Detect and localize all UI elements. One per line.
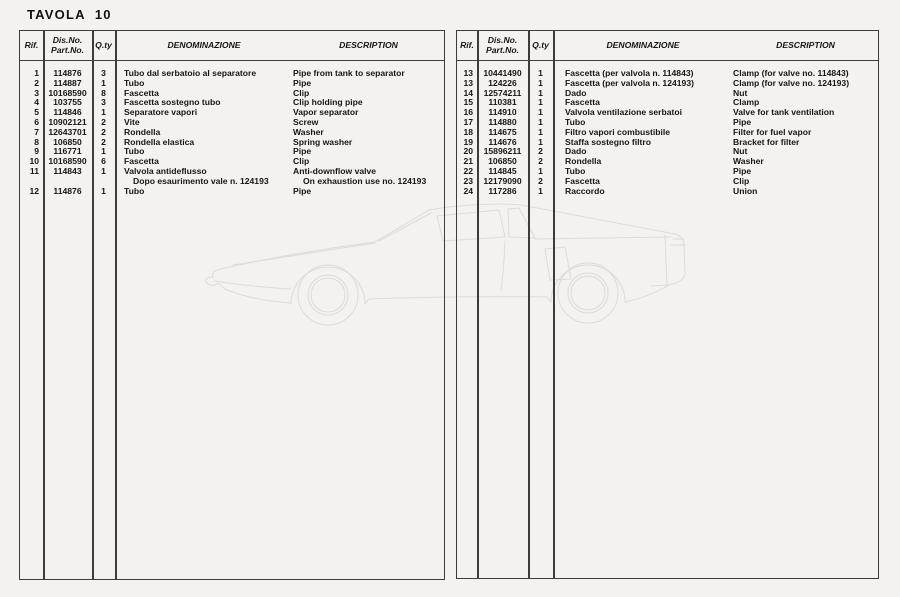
row-part-number: 10441490 [483,68,522,78]
row-rif: 15 [463,97,473,108]
row-rif: 10 [29,156,39,167]
row-qty: 3 [101,97,106,108]
row-denominazione: Fascetta (per valvola n. 124193) [565,78,694,88]
row-description: Pipe from tank to separator [293,69,405,78]
column-divider [92,31,94,579]
row-description: Washer [293,127,324,137]
row-rif: 13 [463,77,473,88]
table-row [20,89,444,99]
row-part-number: 114675 [488,126,517,137]
row-rif: 7 [34,126,39,137]
row-rif: 13 [463,68,473,78]
col-header-partno: Dis.No. Part.No. [486,34,519,55]
row-part-number: 124226 [488,77,517,88]
col-header-denominazione: DENOMINAZIONE [606,39,680,50]
row-description: Clamp [733,98,760,108]
row-denominazione: Tubo [124,186,145,196]
col-header-rif: Rif. [24,39,39,50]
row-denominazione: Separatore vapori [124,108,198,118]
table-row [457,157,878,167]
row-part-number: 114910 [488,107,517,118]
col-header-description: DESCRIPTION [339,39,398,50]
row-description: Clip [293,88,310,98]
row-description: Filter for fuel vapor [733,127,812,137]
col-header-qty: Q.ty [95,39,112,50]
row-qty: 1 [538,136,543,147]
row-rif: 6 [34,116,39,127]
row-rif: 4 [34,97,39,108]
row-rif: 18 [463,126,473,137]
row-rif: 8 [34,136,39,147]
column-divider [553,31,555,578]
row-denominazione: Staffa sostegno filtro [565,137,651,147]
row-part-number: 103755 [53,97,82,108]
table-row [20,187,444,197]
row-denominazione: Tubo [124,78,145,88]
row-rif: 2 [34,77,39,88]
row-denominazione: Valvola ventilazione serbatoi [565,108,683,118]
row-denominazione: Tubo [124,147,145,157]
row-main-line [457,69,878,79]
row-denominazione: Fascetta [565,176,600,186]
row-description: Pipe [293,78,312,88]
row-denominazione: Vite [124,117,140,127]
row-note-line [20,177,444,187]
col-header-description: DESCRIPTION [776,39,835,50]
row-rif: 3 [34,87,39,98]
row-description: Pipe [733,166,752,176]
row-qty: 1 [538,87,543,98]
row-qty: 2 [101,136,106,147]
row-description: Union [733,186,758,196]
row-main-line [20,98,444,108]
row-rif: 17 [463,116,473,127]
row-description: Spring washer [293,137,353,147]
table-header [20,31,444,61]
row-qty: 1 [101,146,106,157]
row-main-line [457,187,878,197]
row-description: Pipe [293,147,312,157]
row-part-number: 114887 [53,77,82,88]
row-part-number: 15896211 [483,146,522,157]
row-part-number: 114880 [488,116,517,127]
row-main-line [20,69,444,79]
row-description: Clip [293,157,310,167]
row-part-number: 114846 [53,107,82,118]
row-rif: 5 [34,107,39,118]
table-row [457,118,878,128]
row-description: Washer [733,157,764,167]
row-description: Screw [293,117,319,127]
row-part-number: 116771 [53,146,82,157]
row-rif: 22 [463,165,473,176]
row-denominazione: Tubo dal serbatoio al separatore [124,69,257,78]
row-description: Valve for tank ventilation [733,108,835,118]
row-main-line [457,118,878,128]
row-rif: 23 [463,175,473,186]
row-description: Clip holding pipe [293,98,363,108]
table-row [20,98,444,108]
row-qty: 1 [101,77,106,88]
table-row [457,89,878,99]
row-description: Anti-downflow valve [293,166,377,176]
row-qty: 2 [101,126,106,137]
row-main-line [457,147,878,157]
row-main-line [457,108,878,118]
row-qty: 1 [538,126,543,137]
table-row [20,167,444,187]
row-part-number: 10902121 [48,116,87,127]
column-divider [43,31,45,579]
row-main-line [457,89,878,99]
row-part-number: 114845 [488,165,517,176]
table-row [20,128,444,138]
table-row [20,69,444,79]
row-main-line [20,89,444,99]
table-row [457,177,878,187]
column-divider [115,31,117,579]
row-denominazione: Fascetta [565,98,600,108]
row-qty: 1 [538,165,543,176]
row-part-number: 10168590 [48,156,87,167]
row-denominazione: Valvola antideflusso [124,166,207,176]
row-main-line [457,177,878,187]
row-rif: 11 [29,165,39,176]
row-part-number: 12179090 [483,175,522,186]
row-denominazione: Fascetta (per valvola n. 114843) [565,69,694,78]
row-part-number: 117286 [488,185,517,196]
row-qty: 1 [538,77,543,88]
col-header-denominazione: DENOMINAZIONE [167,39,241,50]
table-row [20,157,444,167]
row-part-number: 114876 [53,185,82,196]
parts-table-right [456,30,879,579]
row-part-number: 114843 [53,165,82,176]
table-row [457,108,878,118]
table-header [457,31,878,61]
table-row [457,69,878,79]
row-denominazione: Fascetta sostegno tubo [124,98,221,108]
row-denominazione: Filtro vapori combustibile [565,127,671,137]
row-qty: 3 [101,68,106,78]
row-rif: 16 [463,107,473,118]
row-main-line [20,128,444,138]
table-row [457,147,878,157]
row-part-number: 110381 [488,97,517,108]
row-main-line [20,187,444,197]
row-main-line [20,138,444,148]
page-title: TAVOLA 10 [27,7,112,22]
row-description: Pipe [293,186,312,196]
col-header-qty: Q.ty [532,39,549,50]
parts-table-left [19,30,445,580]
row-main-line [457,157,878,167]
row-qty: 2 [101,116,106,127]
row-rif: 1 [34,68,39,78]
row-qty: 1 [538,107,543,118]
row-denominazione: Tubo [565,117,586,127]
row-description: Clip [733,176,750,186]
row-denominazione: Rondella elastica [124,137,195,147]
row-description: Pipe [733,117,752,127]
row-note-denominazione: Dopo esaurimento vale n. 124193 [133,176,269,186]
table-row [457,187,878,197]
row-denominazione: Tubo [565,166,586,176]
row-description: Nut [733,88,748,98]
table-row [457,128,878,138]
row-part-number: 12643701 [48,126,87,137]
row-description: Clamp (for valve no. 124193) [733,78,850,88]
row-qty: 2 [538,156,543,167]
col-header-rif: Rif. [460,39,474,50]
row-denominazione: Fascetta [124,157,159,167]
row-denominazione: Dado [565,147,587,157]
row-qty: 8 [101,87,106,98]
row-main-line [457,128,878,138]
table-body [457,61,878,196]
row-qty: 1 [101,165,106,176]
row-rif: 14 [463,87,473,98]
row-main-line [20,167,444,177]
row-qty: 2 [538,175,543,186]
row-part-number: 10168590 [48,87,87,98]
row-part-number: 114676 [488,136,517,147]
row-qty: 6 [101,156,106,167]
row-description: Bracket for filter [733,137,800,147]
row-qty: 1 [101,185,106,196]
row-rif: 19 [463,136,473,147]
row-rif: 21 [463,156,473,167]
row-qty: 1 [538,68,543,78]
row-description: Vapor separator [293,108,359,118]
row-rif: 12 [29,185,39,196]
table-row [457,98,878,108]
column-divider [528,31,530,578]
table-row [20,138,444,148]
row-part-number: 114876 [53,68,82,78]
row-main-line [457,98,878,108]
row-part-number: 106850 [488,156,517,167]
row-note-description: On exhaustion use no. 124193 [303,176,427,186]
row-part-number: 12574211 [483,87,522,98]
row-rif: 20 [463,146,473,157]
row-qty: 1 [538,185,543,196]
row-qty: 1 [538,116,543,127]
row-denominazione: Raccordo [565,186,605,196]
row-description: Clamp (for valve no. 114843) [733,69,849,78]
row-main-line [20,157,444,167]
row-denominazione: Rondella [124,127,161,137]
table-body [20,61,444,196]
row-qty: 1 [538,97,543,108]
row-denominazione: Rondella [565,157,602,167]
row-rif: 24 [463,185,473,196]
row-denominazione: Dado [565,88,587,98]
col-header-partno: Dis.No. Part.No. [51,34,84,55]
row-description: Nut [733,147,748,157]
row-denominazione: Fascetta [124,88,159,98]
row-qty: 1 [101,107,106,118]
row-part-number: 106850 [53,136,82,147]
row-qty: 2 [538,146,543,157]
row-rif: 9 [34,146,39,157]
column-divider [477,31,479,578]
